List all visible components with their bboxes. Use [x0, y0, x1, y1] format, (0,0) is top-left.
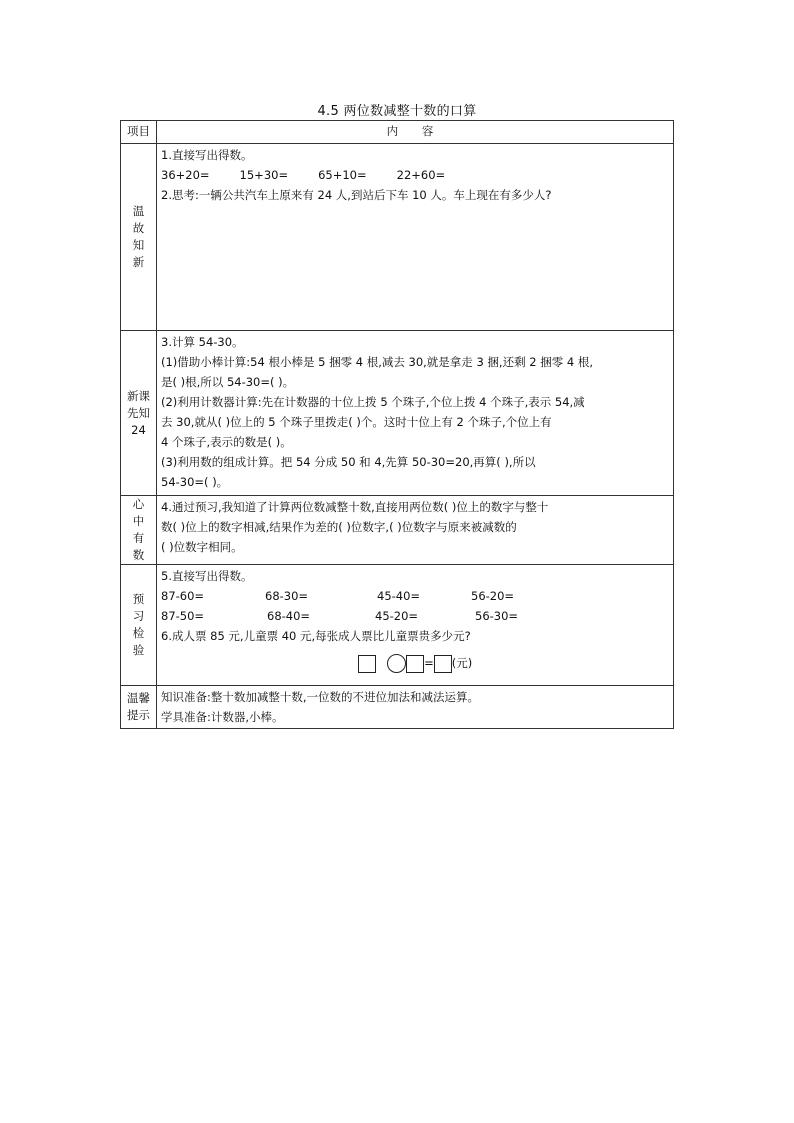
- lesson-table: [120, 120, 674, 729]
- section-newlesson: [121, 331, 674, 496]
- q5-item: 68-30=: [265, 589, 309, 603]
- answer-box[interactable]: [406, 655, 424, 673]
- q5-item: 87-60=: [161, 589, 205, 603]
- q5-item: 68-40=: [267, 609, 311, 623]
- part-2-line-1: (2)利用计数器计算:先在计数器的十位上拨 5 个珠子,个位上拨 4 个珠子,表示 54,减: [161, 395, 585, 409]
- table-header-row: [121, 121, 674, 144]
- question-4-line-2: 数( )位上的数字相减,结果作为差的( )位数字,( )位数字与原来被减数的: [161, 520, 517, 534]
- part-2-line-2: 去 30,就从( )位上的 5 个珠子里拨走( )个。这时十位上有 2 个珠子,个位上有: [161, 415, 552, 429]
- section-label-mind: 心中有数: [121, 496, 157, 565]
- part-3-line-2: 54-30=( )。: [161, 475, 229, 489]
- part-3-line-1: (3)利用数的组成计算。把 54 分成 50 和 4,先算 50-30=20,再算( ),所以: [161, 455, 536, 469]
- question-5: 5.直接写出得数。: [161, 569, 253, 583]
- section-content-review: [157, 144, 674, 331]
- section-content-mind: [157, 496, 674, 565]
- page-title: 4.5 两位数减整十数的口算: [317, 104, 477, 119]
- section-content-newlesson: [157, 331, 674, 496]
- q1-items: [161, 165, 669, 185]
- section-label-preview: 预习检验: [121, 565, 157, 686]
- part-1-line-2: 是( )根,所以 54-30=( )。: [161, 375, 295, 389]
- section-content-tips: [157, 686, 674, 729]
- question-3: 3.计算 54-30。: [161, 335, 244, 349]
- equals-sign: =: [424, 656, 434, 670]
- section-review: [121, 144, 674, 331]
- q5-row-1: [161, 586, 669, 606]
- question-6: 6.成人票 85 元,儿童票 40 元,每张成人票比儿童票贵多少元?: [161, 629, 471, 643]
- question-4-line-3: ( )位数字相同。: [161, 540, 243, 554]
- operator-circle[interactable]: [387, 654, 406, 673]
- question-4-line-1: 4.通过预习,我知道了计算两位数减整十数,直接用两位数( )位上的数字与整十: [161, 500, 549, 514]
- answer-formula: [161, 652, 669, 674]
- section-label-review: 温故知新: [121, 144, 157, 331]
- question-1: 1.直接写出得数。: [161, 148, 253, 162]
- section-tips: [121, 686, 674, 729]
- question-2: 2.思考:一辆公共汽车上原来有 24 人,到站后下车 10 人。车上现在有多少人?: [161, 188, 552, 202]
- q5-item: 45-40=: [377, 589, 421, 603]
- section-label-tips: 温馨提示: [121, 686, 157, 729]
- q5-item: 87-50=: [161, 609, 205, 623]
- tips-line-2: 学具准备:计数器,小棒。: [161, 710, 284, 724]
- section-content-preview: [157, 565, 674, 686]
- q5-item: 45-20=: [375, 609, 419, 623]
- q5-item: 56-20=: [471, 589, 515, 603]
- unit-label: (元): [451, 656, 473, 670]
- part-1-line-1: (1)借助小棒计算:54 根小棒是 5 捆零 4 根,减去 30,就是拿走 3 捆,还剩 2 捆零 4 根,: [161, 355, 593, 369]
- header-content: 内 容: [157, 121, 674, 144]
- q1-item: 15+30=: [239, 168, 289, 182]
- q1-item: 22+60=: [396, 168, 446, 182]
- tips-line-1: 知识准备:整十数加减整十数,一位数的不进位加法和减法运算。: [161, 690, 480, 704]
- q5-item: 56-30=: [475, 609, 519, 623]
- part-2-line-3: 4 个珠子,表示的数是( )。: [161, 435, 292, 449]
- answer-box[interactable]: [358, 655, 376, 673]
- header-item: 项目: [121, 121, 157, 144]
- section-mind: [121, 496, 674, 565]
- answer-box[interactable]: [434, 655, 452, 673]
- q5-row-2: [161, 606, 669, 626]
- section-label-newlesson: 新课先知24: [121, 331, 157, 496]
- q1-item: 65+10=: [318, 168, 367, 182]
- q1-item: 36+20=: [161, 168, 210, 182]
- section-preview: [121, 565, 674, 686]
